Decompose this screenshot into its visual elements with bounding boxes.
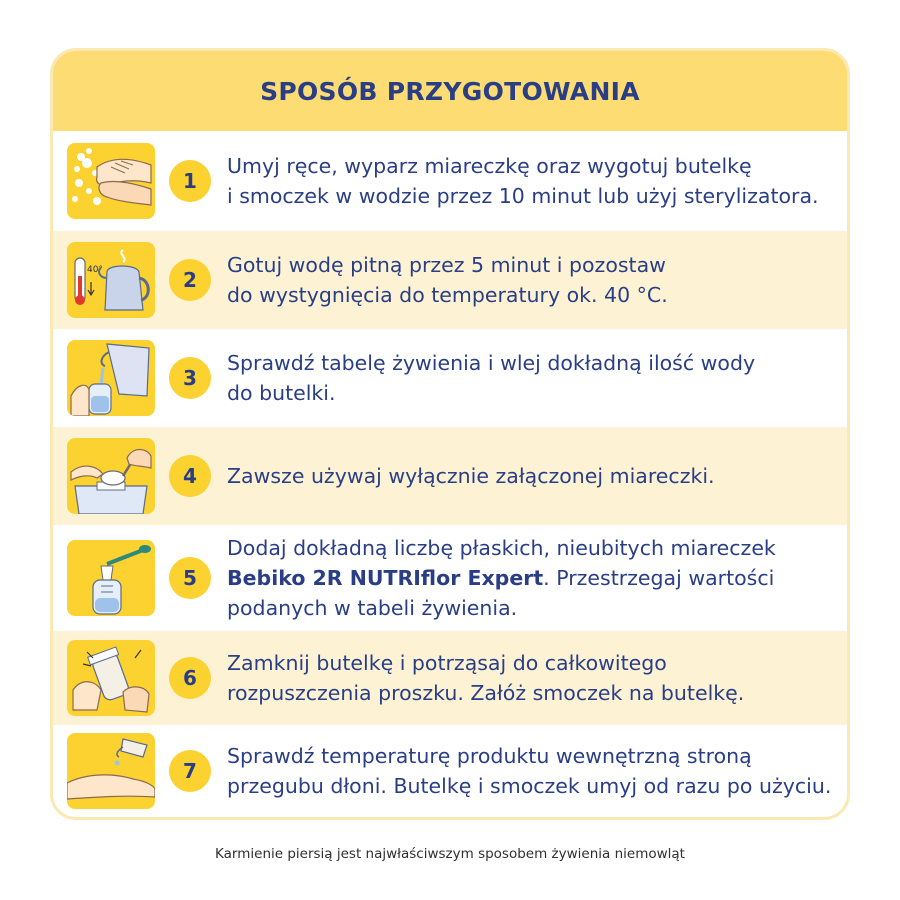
step-7 — [53, 725, 847, 817]
footer-note: Karmienie piersią jest najwłaściwszym sposobem żywienia niemowląt — [215, 846, 685, 862]
page-title: SPOSÓB PRZYGOTOWANIA — [260, 76, 640, 106]
step-line: do butelki. — [227, 381, 336, 405]
step-text — [227, 151, 837, 211]
pour-water-icon — [67, 340, 155, 416]
step-line: Zamknij butelkę i potrząsaj do całkowitego — [227, 651, 667, 675]
step-text — [227, 533, 837, 623]
card-header — [53, 51, 847, 131]
step-number: 6 — [169, 657, 211, 699]
step-line: Gotuj wodę pitną przez 5 minut i pozostaw — [227, 253, 666, 277]
step-line-rest: . Przestrzegaj wartości — [543, 566, 775, 590]
step-line: Sprawdź temperaturę produktu wewnętrzną stroną — [227, 744, 752, 768]
step-text — [227, 648, 837, 708]
add-powder-icon — [67, 540, 155, 616]
step-line: przegubu dłoni. Butelkę i smoczek umyj od razu po użyciu. — [227, 774, 832, 798]
step-line — [227, 563, 837, 593]
product-name: Bebiko 2R NUTRIflor Expert — [227, 566, 544, 590]
step-line: podanych w tabeli żywienia. — [227, 596, 518, 620]
step-line: i smoczek w wodzie przez 10 minut lub użyj sterylizatora. — [227, 184, 819, 208]
scoop-icon — [67, 438, 155, 514]
step-1 — [53, 131, 847, 231]
step-3 — [53, 329, 847, 427]
step-4 — [53, 427, 847, 525]
step-number: 4 — [169, 455, 211, 497]
step-text — [227, 348, 837, 408]
step-line: Dodaj dokładną liczbę płaskich, nieubitych miareczek — [227, 536, 776, 560]
step-text — [227, 461, 837, 491]
step-line: rozpuszczenia proszku. Załóż smoczek na butelkę. — [227, 681, 745, 705]
step-number: 3 — [169, 357, 211, 399]
step-line: Zawsze używaj wyłącznie załączonej miareczki. — [227, 464, 715, 488]
step-line: do wystygnięcia do temperatury ok. 40 °C. — [227, 283, 668, 307]
instructions-card — [50, 48, 850, 820]
shake-bottle-icon — [67, 640, 155, 716]
step-number: 5 — [169, 557, 211, 599]
hand-washing-icon — [67, 143, 155, 219]
step-6 — [53, 631, 847, 725]
step-text — [227, 741, 837, 801]
step-line: Umyj ręce, wyparz miareczkę oraz wygotuj butelkę — [227, 154, 752, 178]
wrist-test-icon — [67, 733, 155, 809]
step-number: 7 — [169, 750, 211, 792]
step-number: 1 — [169, 160, 211, 202]
step-number: 2 — [169, 259, 211, 301]
step-5 — [53, 525, 847, 631]
step-2 — [53, 231, 847, 329]
step-text — [227, 250, 837, 310]
step-line: Sprawdź tabelę żywienia i wlej dokładną ilość wody — [227, 351, 756, 375]
thermometer-label: 40° — [87, 265, 103, 275]
kettle-thermometer-icon — [67, 242, 155, 318]
